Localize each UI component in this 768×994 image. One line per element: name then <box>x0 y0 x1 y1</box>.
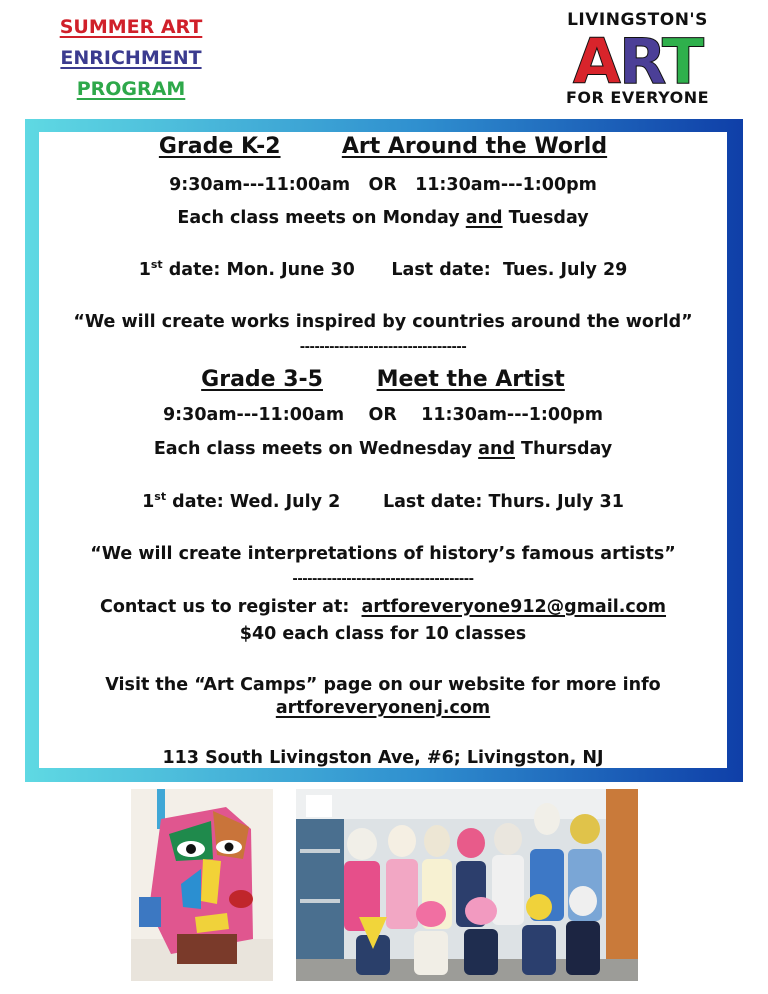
logo-letter-r: R <box>618 25 662 98</box>
website-link[interactable] <box>39 698 727 718</box>
section1-first-prefix: 1 <box>138 259 151 280</box>
section1-meets <box>39 208 727 228</box>
section2-first-suffix: date: Wed. July 2 <box>166 491 341 512</box>
register-prefix: Contact us to register at: <box>99 597 362 617</box>
section2-grade: Grade 3-5 <box>201 367 323 392</box>
section2-meets <box>39 439 727 459</box>
program-line-summer-art: SUMMER ART <box>59 16 203 38</box>
logo-bottom-text: FOR EVERYONE <box>565 88 710 107</box>
section2-meets-suffix: Thursday <box>514 439 613 459</box>
section1-meets-and: and <box>465 208 503 228</box>
info-panel <box>39 132 727 768</box>
section2-title: Meet the Artist <box>376 367 565 392</box>
logo-letter-a: A <box>572 25 619 98</box>
section1-first-sup: st <box>150 258 163 271</box>
art-for-everyone-logo <box>545 10 730 107</box>
program-line-enrichment: ENRICHMENT <box>60 47 202 69</box>
address-line: 113 South Livingston Ave, #6; Livingston, NJ <box>162 748 604 768</box>
section1-quote: “We will create works inspired by countries around the world” <box>73 312 693 332</box>
section1-last-date: Last date: Tues. July 29 <box>391 259 628 280</box>
logo-top-text: LIVINGSTON'S <box>567 10 708 30</box>
info-frame <box>25 119 743 782</box>
section2-meets-prefix: Each class meets on Wednesday <box>153 439 479 459</box>
program-line-program: PROGRAM <box>76 78 186 100</box>
section2-quote: “We will create interpretations of history’s famous artists” <box>90 544 676 564</box>
section1-meets-suffix: Tuesday <box>502 208 589 228</box>
section1-first-suffix: date: Mon. June 30 <box>162 259 355 280</box>
section2-last-date: Last date: Thurs. July 31 <box>382 491 624 512</box>
section2-divider: ------------------------------------- <box>292 572 474 587</box>
section1-heading <box>39 134 727 159</box>
register-line <box>39 597 727 617</box>
section1-divider: ---------------------------------- <box>299 340 467 355</box>
section2-times: 9:30am---11:00am OR 11:30am---1:00pm <box>162 405 604 425</box>
email-link[interactable]: artforeveryone912@gmail.com <box>361 597 667 617</box>
section1-dates <box>39 258 727 280</box>
section2-first-sup: st <box>154 490 167 503</box>
section2-first-date <box>142 492 340 512</box>
section1-title: Art Around the World <box>341 134 608 159</box>
section2-first-prefix: 1 <box>142 491 155 512</box>
section1-meets-prefix: Each class meets on Monday <box>177 208 466 228</box>
children-with-masks-illustration <box>296 789 638 981</box>
section2-dates <box>39 490 727 512</box>
section1-times: 9:30am---11:00am OR 11:30am---1:00pm <box>169 175 597 195</box>
section2-heading <box>39 367 727 392</box>
website-link-text[interactable]: artforeveryonenj.com <box>275 698 491 718</box>
price-line: $40 each class for 10 classes <box>239 624 527 644</box>
section2-meets-and: and <box>478 439 515 459</box>
art-project-photo <box>131 789 273 981</box>
logo-letter-t: T <box>661 25 703 98</box>
section1-first-date <box>139 260 355 280</box>
cubist-face-artwork-illustration <box>131 789 273 981</box>
program-title <box>48 18 214 111</box>
kids-masks-photo <box>296 789 638 981</box>
visit-line: Visit the “Art Camps” page on our website for more info <box>105 675 661 695</box>
section1-grade: Grade K-2 <box>158 134 281 159</box>
